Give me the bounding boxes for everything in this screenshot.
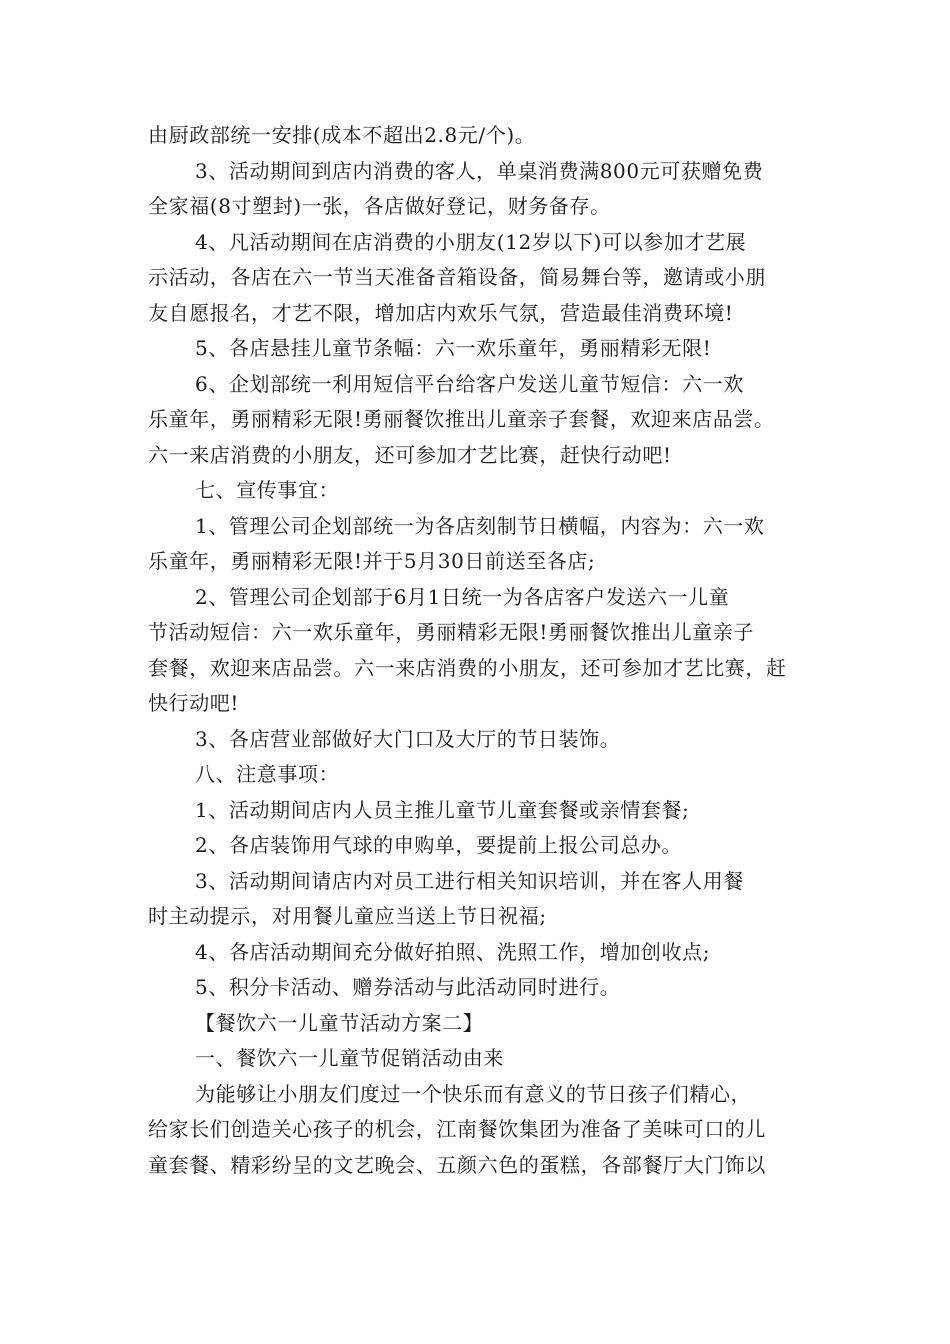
text-line: 为能够让小朋友们度过一个快乐而有意义的节日孩子们精心， (195, 1081, 752, 1106)
text-line: 全家福(8寸塑封)一张，各店做好登记，财务备存。 (148, 194, 611, 218)
text-line: 3、活动期间到店内消费的客人，单桌消费满800元可获赠免费 (195, 158, 764, 183)
text-line: 乐童年，勇丽精彩无限!勇丽餐饮推出儿童亲子套餐，欢迎来店品尝。 (148, 407, 775, 431)
text-line: 节活动短信：六一欢乐童年，勇丽精彩无限!勇丽餐饮推出儿童亲子 (148, 620, 755, 644)
text-line: 6、企划部统一利用短信平台给客户发送儿童节短信：六一欢 (195, 371, 744, 396)
section-heading: 七、宣传事宜： (195, 478, 340, 502)
text-line: 2、管理公司企划部于6月1日统一为各店客户发送六一儿童 (195, 584, 730, 609)
section-heading: 八、注意事项： (195, 762, 340, 786)
text-line: 2、各店装饰用气球的申购单，要提前上报公司总办。 (195, 833, 683, 857)
text-line: 4、各店活动期间充分做好拍照、洗照工作，增加创收点; (195, 939, 711, 964)
text-line: 3、活动期间请店内对员工进行相关知识培训，并在客人用餐 (195, 868, 744, 893)
plan-title: 【餐饮六一儿童节活动方案二】 (195, 1010, 484, 1035)
text-line: 时主动提示，对用餐儿童应当送上节日祝福; (148, 904, 547, 928)
text-line: 套餐，欢迎来店品尝。六一来店消费的小朋友，还可参加才艺比赛，赶 (148, 655, 787, 680)
text-line: 童套餐、精彩纷呈的文艺晚会、五颜六色的蛋糕，各部餐厅大门饰以 (148, 1152, 766, 1177)
section-heading: 一、餐饮六一儿童节促销活动由来 (195, 1046, 504, 1070)
text-line: 3、各店营业部做好大门口及大厅的节日装饰。 (195, 726, 621, 751)
text-line: 给家长们创造关心孩子的机会，江南餐饮集团为准备了美味可口的儿 (148, 1117, 766, 1141)
text-line: 1、管理公司企划部统一为各店刻制节日横幅，内容为：六一欢 (195, 513, 765, 538)
text-line: 1、活动期间店内人员主推儿童节儿童套餐或亲情套餐; (195, 797, 690, 822)
text-line: 六一来店消费的小朋友，还可参加才艺比赛，赶快行动吧! (148, 442, 672, 467)
text-line: 示活动，各店在六一节当天准备音箱设备，简易舞台等，邀请或小朋 (148, 265, 766, 289)
text-line: 5、各店悬挂儿童节条幅：六一欢乐童年，勇丽精彩无限! (195, 336, 712, 360)
text-line: 快行动吧! (148, 691, 240, 715)
text-line: 乐童年，勇丽精彩无限!并于5月30日前送至各店; (148, 549, 596, 573)
text-line: 4、凡活动期间在店消费的小朋友(12岁以下)可以参加才艺展 (195, 229, 747, 254)
document-page (148, 118, 808, 1183)
text-line: 由厨政部统一安排(成本不超出2.8元/个)。 (148, 123, 536, 147)
text-line: 5、积分卡活动、赠券活动与此活动同时进行。 (195, 975, 621, 999)
text-line: 友自愿报名，才艺不限，增加店内欢乐气氛，营造最佳消费环境! (148, 300, 734, 325)
